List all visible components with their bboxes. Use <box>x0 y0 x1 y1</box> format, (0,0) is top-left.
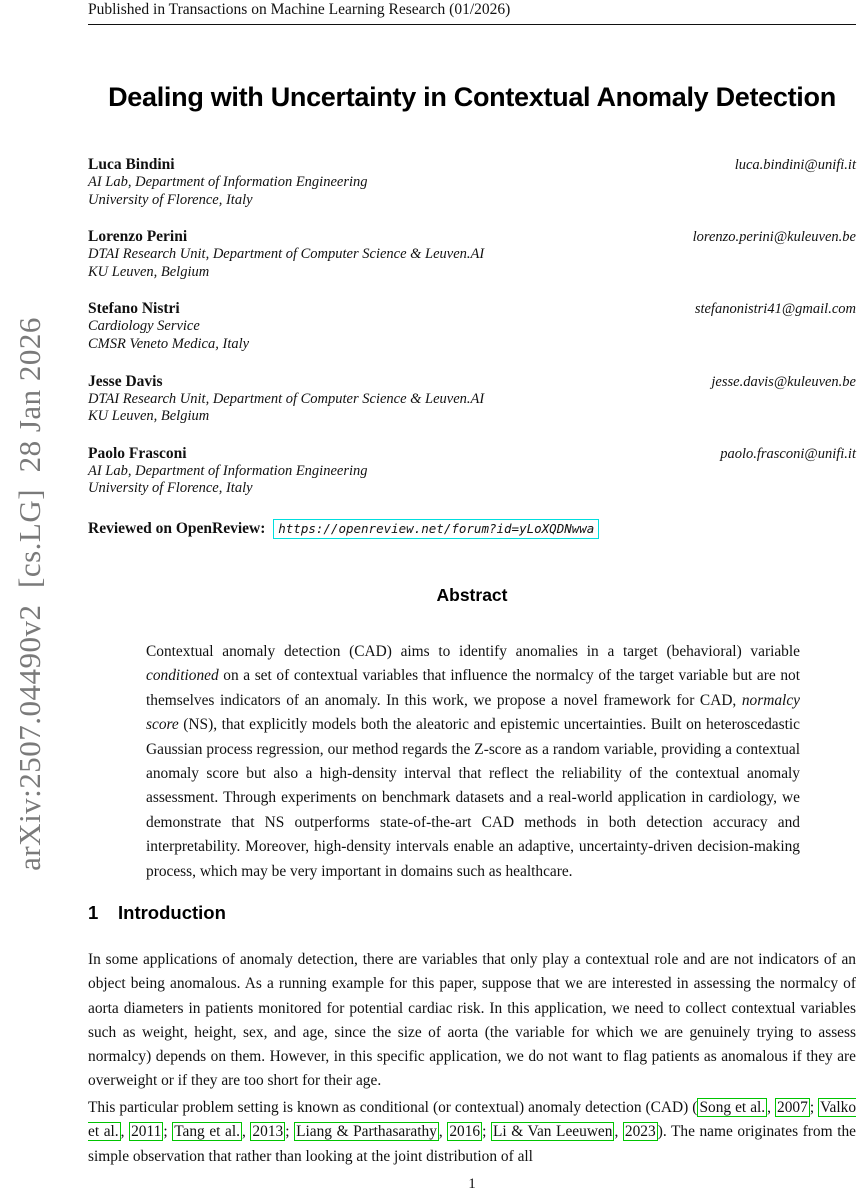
openreview-line <box>88 520 856 538</box>
text-segment: This particular problem setting is known as conditional (or contextual) anomaly detection (CAD) ( <box>88 1099 698 1116</box>
abstract-text <box>146 640 800 884</box>
author-block <box>88 445 856 498</box>
author-affiliation-line: University of Florence, Italy <box>88 480 253 497</box>
citation-link[interactable]: 2011 <box>131 1123 162 1141</box>
author-block <box>88 156 856 209</box>
author-name: Jesse Davis <box>88 372 163 390</box>
citation-link[interactable]: 2013 <box>252 1123 284 1141</box>
paper-title: Dealing with Uncertainty in Contextual Anomaly Detection <box>108 82 836 112</box>
text-segment: , <box>438 1123 448 1141</box>
author-block <box>88 228 856 281</box>
citation-link[interactable]: Tang et al. <box>174 1123 240 1141</box>
intro-paragraph-2 <box>88 1096 856 1169</box>
citation-link[interactable]: 2023 <box>624 1123 656 1141</box>
author-block <box>88 300 856 353</box>
author-name: Luca Bindini <box>88 156 175 173</box>
text-segment: ; <box>285 1123 295 1141</box>
citation-link[interactable]: Song et al. <box>699 1099 766 1116</box>
published-header: Published in Transactions on Machine Learning Research (01/2026) <box>88 1 856 25</box>
author-email: lorenzo.perini@kuleuven.be <box>692 229 856 246</box>
citation-link[interactable]: Valko et al. <box>88 1099 857 1141</box>
author-email: paolo.frasconi@unifi.it <box>720 445 856 462</box>
text-segment: ; <box>809 1099 819 1116</box>
author-email: jesse.davis@kuleuven.be <box>711 373 856 390</box>
section-heading-introduction <box>88 902 856 924</box>
text-segment: , <box>120 1123 130 1141</box>
text-segment: conditioned <box>146 667 219 685</box>
citation-link[interactable]: 2007 <box>777 1099 808 1116</box>
text-segment: ). The name originates from the simple observation that rather than looking at the joint distribution of all <box>88 1123 856 1165</box>
openreview-link[interactable]: https://openreview.net/forum?id=yLoXQDNwwa <box>273 519 599 539</box>
author-list <box>88 156 856 517</box>
citation-link[interactable]: Liang & Parthasarathy <box>296 1123 437 1141</box>
text-segment: , <box>614 1123 623 1141</box>
author-affiliation-line: Cardiology Service <box>88 318 200 335</box>
text-segment: Contextual anomaly detection (CAD) aims to identify anomalies in a target (behavioral) variable <box>146 643 800 660</box>
author-email: stefanonistri41@gmail.com <box>694 301 856 318</box>
text-segment: (NS), that explicitly models both the aleatoric and epistemic uncertainties. Built on heteroscedastic Gaussian process regression, our method regards the Z-score as a random variable, providing a contextual anomaly score but also a high-density interval that reflect the reliability of the contextual anomaly assessment. Through experiments on benchmark datasets and a real-world application in cardiology, we demonstrate that NS outperforms state-of-the-art CAD methods in both detection accuracy and interpretability. Moreover, high-density intervals enable an adaptive, uncertainty-driven decision-making process, which may be very important in domains such as healthcare. <box>146 716 800 880</box>
author-affiliation-line: AI Lab, Department of Information Engineering <box>88 462 368 479</box>
text-segment: , <box>767 1099 776 1116</box>
author-name: Lorenzo Perini <box>88 228 188 246</box>
section-title: Introduction <box>118 902 226 923</box>
author-name: Stefano Nistri <box>88 300 180 318</box>
arxiv-watermark: arXiv:2507.04490v2 [cs.LG] 28 Jan 2026 <box>12 317 47 871</box>
author-block <box>88 373 856 426</box>
citation-link[interactable]: Li & Van Leeuwen <box>492 1123 613 1141</box>
section-number: 1 <box>88 902 99 923</box>
text-segment: normalcy score <box>146 691 800 734</box>
text-segment: ; <box>482 1123 491 1141</box>
text-segment: , <box>241 1123 251 1141</box>
author-affiliation-line: DTAI Research Unit, Department of Computer Science & Leuven.AI <box>88 246 485 263</box>
author-affiliation-line: KU Leuven, Belgium <box>88 263 210 280</box>
text-segment: ; <box>163 1123 173 1141</box>
author-email: luca.bindini@unifi.it <box>734 157 856 173</box>
author-affiliation-line: University of Florence, Italy <box>88 191 253 208</box>
author-affiliation-line: AI Lab, Department of Information Engineering <box>88 174 368 190</box>
text-segment: on a set of contextual variables that influence the normalcy of the target variable but are not themselves indicators of an anomaly. In this work, we propose a novel framework for CAD, <box>146 667 800 709</box>
abstract-heading: Abstract <box>436 585 508 605</box>
page-number: 1 <box>468 1176 476 1192</box>
citation-link[interactable]: 2016 <box>449 1123 481 1141</box>
intro-paragraph-1: In some applications of anomaly detection, there are variables that only play a contextual role and are not indicators of an object being anomalous. As a running example for this paper, suppose that we are interested in assessing the normalcy of aorta diameters in patients monitored for potential cardiac risk. In this application, we need to collect contextual variables such as weight, height, sex, and age, since the size of aorta (the variable for which we are genuinely trying to assess normalcy) depends on them. However, in this specific application, we do not want to flag patients as anomalous if they are overweight or if they are too short for their age. <box>88 951 856 1090</box>
author-affiliation-line: DTAI Research Unit, Department of Computer Science & Leuven.AI <box>88 390 485 407</box>
author-affiliation-line: KU Leuven, Belgium <box>88 408 210 425</box>
openreview-label: Reviewed on OpenReview: <box>88 520 266 537</box>
author-name: Paolo Frasconi <box>88 444 187 462</box>
author-affiliation-line: CMSR Veneto Medica, Italy <box>88 335 250 352</box>
